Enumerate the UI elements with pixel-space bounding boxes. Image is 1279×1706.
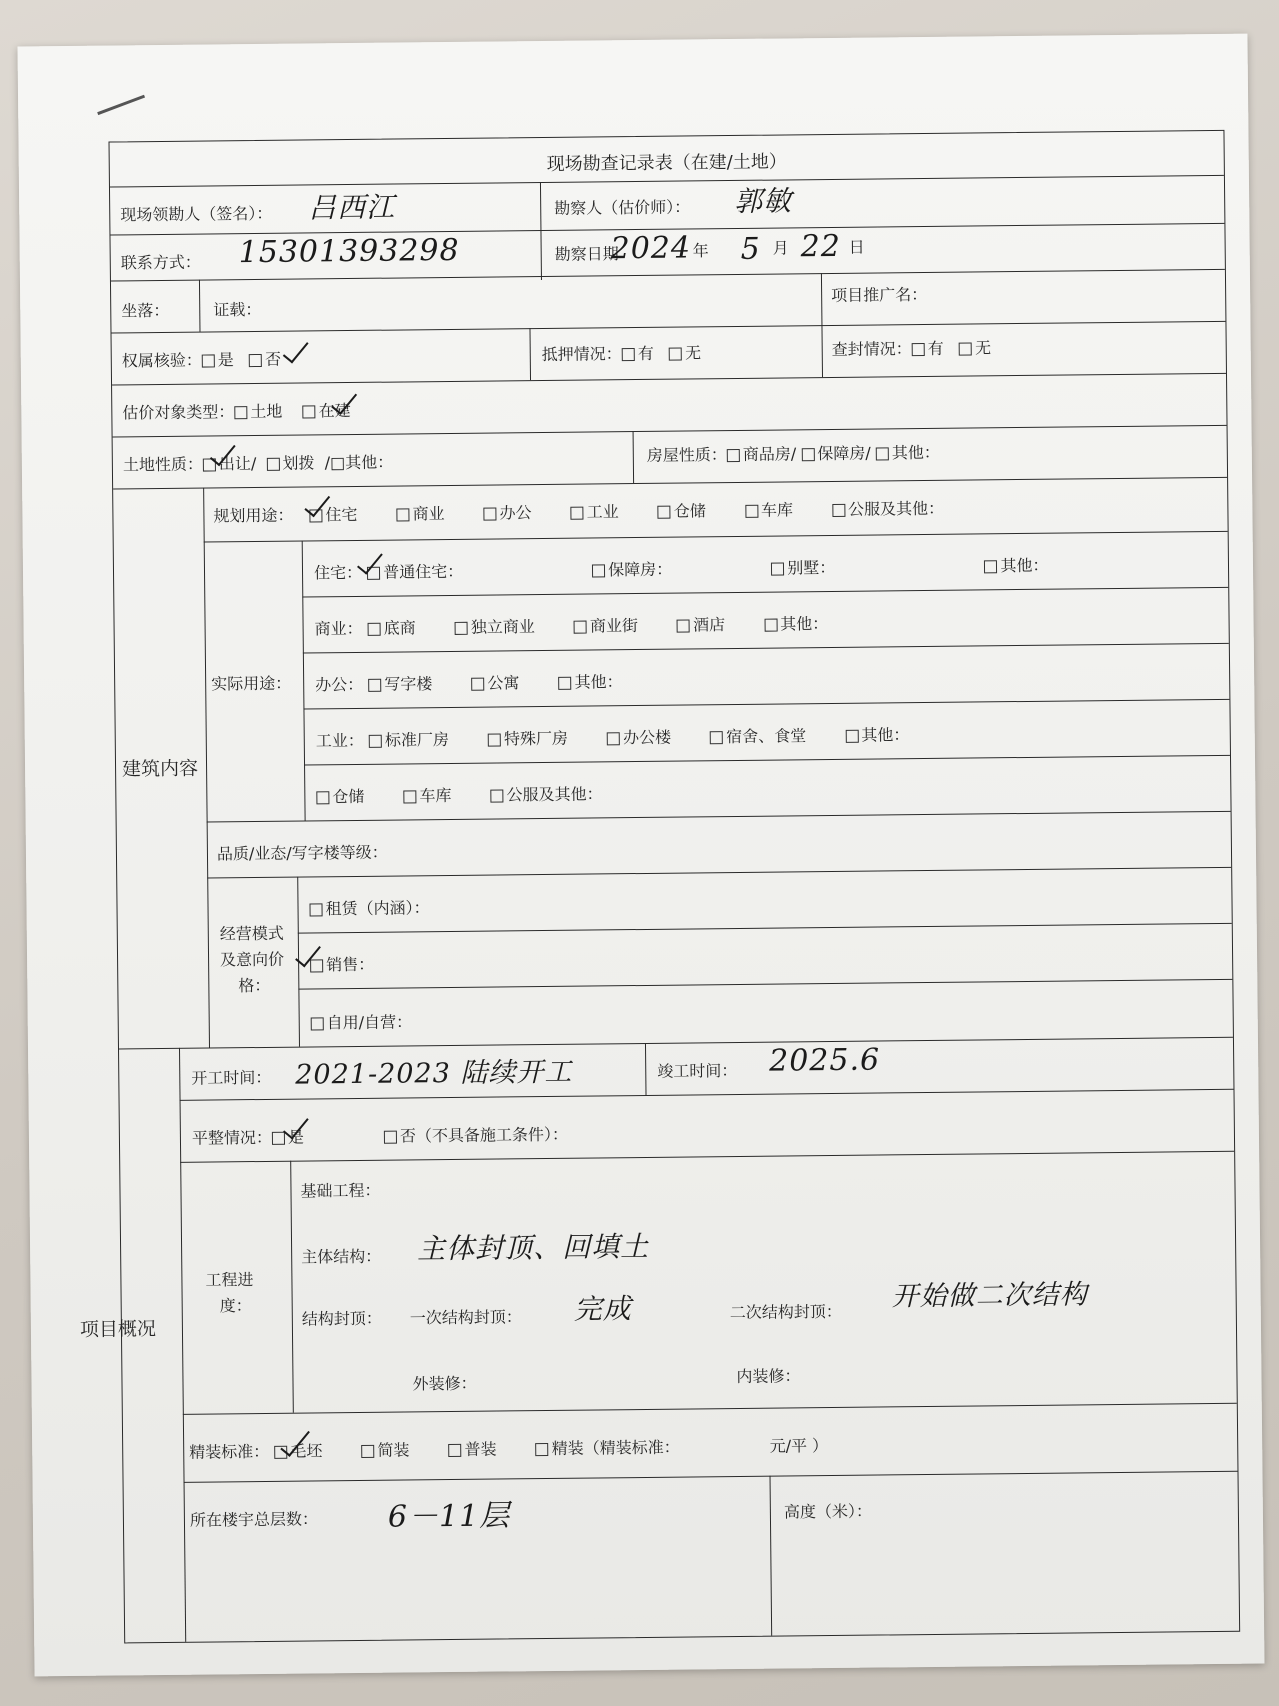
leader-label: 现场领勘人（签名）： — [120, 203, 273, 225]
surveyor-signature: 郭敏 — [733, 184, 793, 218]
date-year-unit: 年 — [692, 241, 709, 261]
leveling-row: 平整情况： 是 否（不具备施工条件）： — [191, 1124, 569, 1148]
quality-label: 品质/业态/写字楼等级： — [216, 842, 388, 864]
checkbox[interactable] — [876, 447, 889, 460]
date-day: 22 — [800, 228, 842, 265]
checkbox[interactable] — [658, 506, 671, 519]
row-line — [112, 373, 1226, 386]
checkbox[interactable] — [369, 735, 382, 748]
industrial-row: 工业： 标准厂房 特殊厂房 办公楼 宿舍、食堂 其他： — [315, 725, 910, 751]
date-month-unit: 月 — [772, 238, 789, 258]
date-year: 2024 — [610, 230, 692, 267]
main-structure-label: 主体结构： — [301, 1246, 382, 1267]
biz-sale-row: 销售： — [310, 952, 374, 976]
checkbox[interactable] — [488, 733, 501, 746]
row-line — [303, 699, 1229, 710]
section-project: 项目概况 — [79, 1318, 157, 1341]
checkbox[interactable] — [771, 562, 784, 575]
col-line — [633, 431, 635, 483]
col-line — [302, 541, 306, 821]
checkbox[interactable] — [455, 622, 468, 635]
office-row: 办公： 写字楼 公寓 其他： — [315, 672, 623, 695]
exterior-label: 外装修： — [412, 1373, 477, 1394]
checkbox[interactable] — [558, 677, 571, 690]
surveyor-label: 勘察人（估价师）： — [554, 197, 691, 218]
checkbox[interactable] — [745, 505, 758, 518]
checkbox[interactable] — [303, 405, 316, 418]
checkbox[interactable] — [309, 903, 322, 916]
date-label: 勘察日期 — [554, 244, 619, 264]
checkbox[interactable] — [622, 348, 635, 361]
section-building: 建筑内容 — [121, 757, 199, 781]
cert-label: 证载： — [213, 299, 262, 320]
row-line — [204, 531, 1228, 543]
date-day-unit: 日 — [848, 237, 865, 257]
checkbox[interactable] — [448, 1444, 461, 1457]
finish-time-value: 2025.6 — [768, 1042, 881, 1079]
checkbox[interactable] — [368, 623, 381, 636]
biz-model-label-1: 经营模式 — [219, 923, 284, 944]
row-line — [119, 1037, 1233, 1050]
check-mark — [283, 336, 309, 364]
checkbox[interactable] — [607, 732, 620, 745]
checkbox[interactable] — [491, 789, 504, 802]
col-line — [179, 1048, 187, 1642]
land-nature-row: 土地性质： 出让/ 划拨 /□其他： — [122, 452, 394, 475]
row-line — [183, 1403, 1237, 1415]
biz-model-label-3: 格： — [238, 975, 271, 996]
checkbox[interactable] — [361, 1445, 374, 1458]
finish-time-label: 竣工时间： — [657, 1061, 738, 1081]
seal-row: 查封情况： 有 无 — [831, 338, 992, 359]
planned-use-label: 规划用途： — [213, 505, 294, 526]
row-line — [184, 1471, 1238, 1483]
checkbox[interactable] — [249, 354, 262, 367]
checkbox[interactable] — [984, 560, 997, 573]
checkbox[interactable] — [801, 448, 814, 461]
checkbox[interactable] — [272, 1132, 285, 1145]
floors-value: 6－11层 — [387, 1498, 511, 1535]
row-line — [113, 425, 1227, 438]
checkbox[interactable] — [234, 406, 247, 419]
col-line — [199, 280, 201, 332]
checkbox[interactable] — [727, 449, 740, 462]
checkbox[interactable] — [396, 508, 409, 521]
main-structure-value: 主体封顶、回填土 — [416, 1229, 650, 1266]
checkbox[interactable] — [316, 791, 329, 804]
row-line — [180, 1151, 1234, 1163]
checkbox[interactable] — [403, 790, 416, 803]
checkbox[interactable] — [310, 959, 323, 972]
paper-sheet — [17, 34, 1264, 1677]
date-month: 5 — [740, 231, 761, 267]
checkbox[interactable] — [592, 564, 605, 577]
ownership-label: 权属核验： 是 否 — [121, 349, 282, 371]
checkbox[interactable] — [384, 1131, 397, 1144]
biz-rent-row: 租赁（内涵）： — [309, 895, 429, 919]
mortgage-row: 抵押情况： 有 无 — [541, 343, 702, 365]
location-label: 坐落： — [121, 300, 170, 321]
object-type-row: 估价对象类型： 土地 在建 — [122, 401, 351, 423]
planned-use-options: 住宅 商业 办公 工业 仓储 车库 公服及其他： — [309, 495, 978, 525]
row-line — [304, 755, 1230, 766]
second-topping-value: 开始做二次结构 — [891, 1279, 1088, 1313]
row-line — [298, 923, 1232, 934]
col-line — [203, 488, 210, 1048]
contact-value: 15301393298 — [238, 232, 460, 271]
checkbox[interactable] — [202, 354, 215, 367]
checkbox[interactable] — [764, 619, 777, 632]
row-line — [303, 643, 1229, 654]
checkbox[interactable] — [536, 1443, 549, 1456]
start-time-label: 开工时间： — [191, 1067, 272, 1088]
survey-form-table — [79, 130, 1240, 1644]
commercial-row: 商业： 底商 独立商业 商业街 酒店 其他： — [314, 614, 829, 639]
checkbox[interactable] — [574, 621, 587, 634]
misc-use-row: 仓储 车库 公服及其他： — [316, 781, 636, 807]
row-line — [298, 979, 1232, 990]
checkbox[interactable] — [669, 348, 682, 361]
col-line — [290, 1161, 294, 1413]
topping-label: 结构封顶： — [301, 1308, 382, 1329]
progress-label-1: 工程进 — [205, 1270, 254, 1290]
biz-model-label-2: 及意向价 — [219, 949, 285, 970]
house-nature-row: 房屋性质： 商品房/ 保障房/ 其他： — [646, 442, 940, 465]
form-title: 现场勘查记录表（在建/土地） — [546, 151, 787, 175]
row-line — [113, 477, 1227, 490]
promo-name-label: 项目推广名： — [831, 284, 928, 305]
row-line — [111, 269, 1225, 282]
floors-label: 所在楼宇总层数： — [189, 1509, 319, 1530]
col-line — [645, 1043, 647, 1095]
actual-use-label: 实际用途： — [211, 673, 292, 694]
pen-mark — [97, 95, 145, 115]
biz-self-row: 自用/自营： — [311, 1009, 413, 1033]
contact-label: 联系方式： — [120, 252, 201, 273]
col-line — [529, 328, 531, 380]
interior-label: 内装修： — [736, 1366, 801, 1387]
checkbox[interactable] — [571, 507, 584, 520]
start-time-value: 2021-2023 陆续开工 — [295, 1056, 573, 1091]
row-line — [111, 321, 1225, 334]
checkbox[interactable] — [959, 343, 972, 356]
checkbox[interactable] — [912, 343, 925, 356]
first-topping-value: 完成 — [573, 1292, 632, 1326]
height-label: 高度（米）： — [783, 1501, 872, 1522]
col-line — [770, 1476, 773, 1636]
checkbox[interactable] — [311, 1017, 324, 1030]
row-line — [207, 867, 1231, 879]
checkbox[interactable] — [368, 679, 381, 692]
checkbox[interactable] — [471, 678, 484, 691]
first-topping-label: 一次结构封顶： — [409, 1307, 522, 1328]
row-line — [207, 811, 1231, 823]
residential-row: 住宅： 普通住宅： 保障房： 别墅： 其他： — [313, 555, 1049, 583]
checkbox[interactable] — [266, 458, 279, 471]
checkbox[interactable] — [677, 619, 690, 632]
row-line — [302, 587, 1228, 598]
foundation-label: 基础工程： — [300, 1180, 381, 1201]
checkbox[interactable] — [710, 731, 723, 744]
checkbox[interactable] — [832, 504, 845, 517]
finish-standard-row: 精装标准： 毛坯 简装 普装 精装（精装标准： 元/平 ） — [189, 1436, 829, 1462]
checkbox[interactable] — [845, 730, 858, 743]
progress-label-2: 度： — [219, 1296, 252, 1316]
leader-signature: 吕西江 — [308, 190, 396, 225]
checkbox[interactable] — [484, 507, 497, 520]
second-topping-label: 二次结构封顶： — [729, 1301, 842, 1323]
